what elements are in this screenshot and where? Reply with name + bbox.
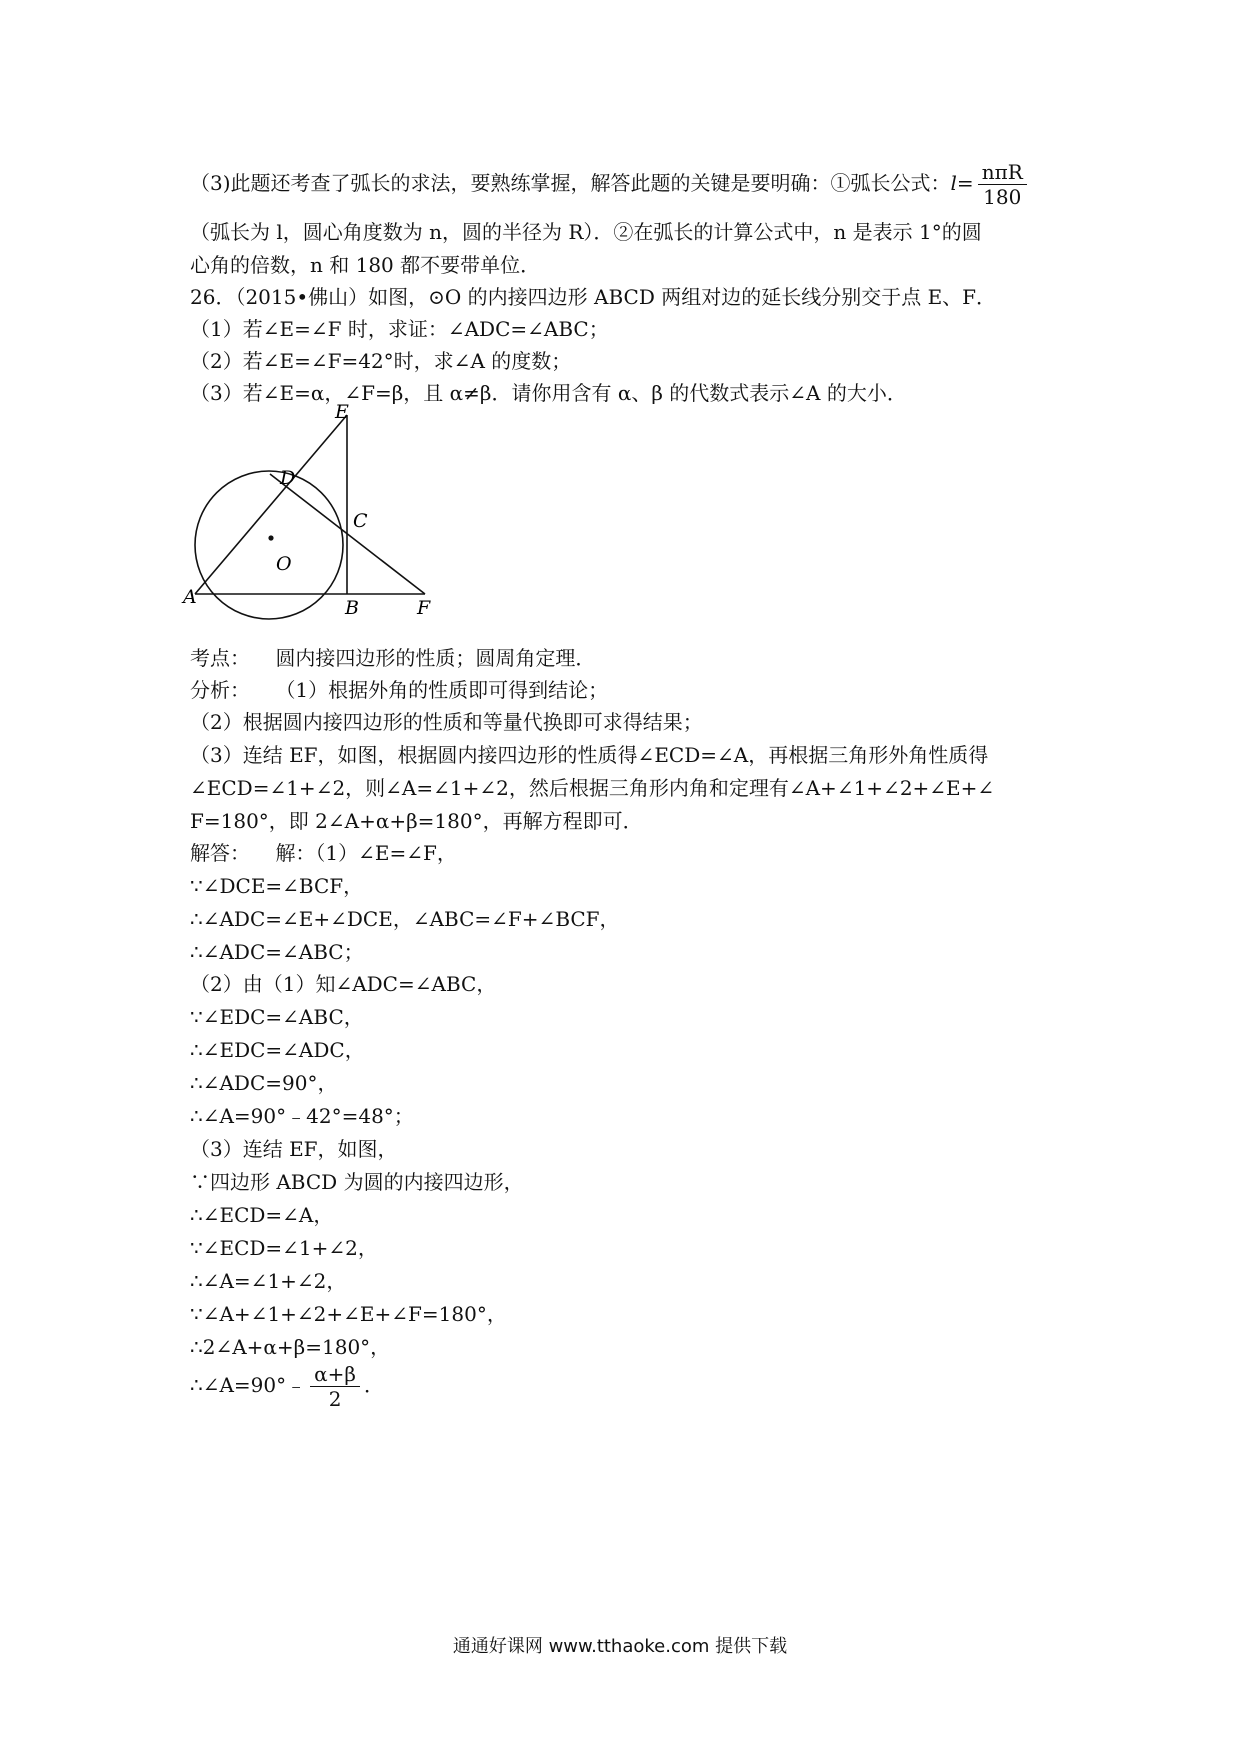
solution-label: 解答： [190, 841, 250, 865]
label-o: O [276, 553, 292, 575]
fenxi-line-3c: F=180°，即 2∠A+α+β=180°，再解方程即可． [190, 809, 643, 833]
fenxi-line-3b: ∠ECD=∠1+∠2，则∠A=∠1+∠2，然后根据三角形内角和定理有∠A+∠1+∠2+∠E+∠ [190, 776, 995, 800]
final-fraction-numerator: α+β [310, 1362, 360, 1387]
solution-final-line [190, 1362, 384, 1411]
solution-line-4: （2）由（1）知∠ADC=∠ABC， [190, 972, 497, 996]
solution-line-9: （3）连结 EF，如图， [190, 1137, 398, 1161]
solution-text-0: 解：（1）∠E=∠F， [275, 841, 457, 865]
final-fraction [310, 1362, 360, 1411]
question-1: （1）若∠E=∠F 时，求证：∠ADC=∠ABC； [190, 317, 609, 341]
arc-fraction-numerator: nπR [978, 160, 1027, 185]
footer-credit: 通通好课网 www.tthaoke.com 提供下载 [452, 1636, 788, 1657]
solution-line-11: ∴∠ECD=∠A， [190, 1203, 334, 1227]
solution-line-6: ∴∠EDC=∠ADC， [190, 1038, 365, 1062]
solution-line-2: ∴∠ADC=∠E+∠DCE，∠ABC=∠F+∠BCF， [190, 907, 620, 931]
intro-line-1 [190, 160, 1031, 209]
solution-line-8: ∴∠A=90°﹣42°=48°； [190, 1104, 414, 1128]
label-d: D [280, 467, 296, 489]
fenxi-line-2: （2）根据圆内接四边形的性质和等量代换即可求得结果； [190, 710, 703, 734]
intro-text-1: （3)此题还考查了弧长的求法，要熟练掌握，解答此题的关键是要明确：①弧长公式： [190, 171, 951, 195]
fenxi-label: 分析： [190, 678, 250, 702]
kaodian-line [190, 643, 595, 673]
label-b: B [345, 597, 359, 619]
arc-length-fraction [978, 160, 1027, 209]
line-ae [195, 415, 347, 594]
solution-line-0 [190, 838, 457, 868]
solution-line-7: ∴∠ADC=90°， [190, 1071, 338, 1095]
solution-line-12: ∵∠ECD=∠1+∠2， [190, 1236, 378, 1260]
center-point [268, 535, 273, 540]
arc-formula-lhs: l= [950, 171, 974, 195]
final-lhs: ∴∠A=90°﹣ [190, 1373, 307, 1397]
intro-line-3: 心角的倍数，n 和 180 都不要带单位． [190, 253, 541, 277]
question-2: （2）若∠E=∠F=42°时，求∠A 的度数； [190, 349, 572, 373]
problem-heading: 26．（2015•佛山）如图，⊙O 的内接四边形 ABCD 两组对边的延长线分别交于点 E、F． [190, 285, 997, 309]
label-f: F [417, 597, 431, 619]
label-a: A [183, 586, 197, 608]
fenxi-text-1: （1）根据外角的性质即可得到结论； [275, 678, 609, 702]
solution-line-1: ∵∠DCE=∠BCF， [190, 874, 364, 898]
question-3: （3）若∠E=α，∠F=β，且 α≠β．请你用含有 α、β 的代数式表示∠A 的大小． [190, 381, 907, 405]
kaodian-label: 考点： [190, 646, 250, 670]
final-end: ． [363, 1373, 384, 1397]
solution-line-13: ∴∠A=∠1+∠2， [190, 1269, 347, 1293]
fenxi-line-3a: （3）连结 EF，如图，根据圆内接四边形的性质得∠ECD=∠A，再根据三角形外角性质得 [190, 743, 989, 767]
kaodian-text: 圆内接四边形的性质；圆周角定理． [275, 646, 596, 670]
circle-o [195, 471, 343, 619]
final-fraction-denominator: 2 [328, 1387, 342, 1411]
solution-line-5: ∵∠EDC=∠ABC， [190, 1005, 364, 1029]
solution-line-14: ∵∠A+∠1+∠2+∠E+∠F=180°， [190, 1302, 507, 1326]
intro-line-2: （弧长为 l，圆心角度数为 n，圆的半径为 R）．②在弧长的计算公式中，n 是表示 1°的圆 [190, 220, 982, 244]
arc-fraction-denominator: 180 [983, 185, 1022, 209]
fenxi-line-1 [190, 675, 608, 705]
label-e: E [335, 401, 349, 423]
label-c: C [353, 510, 368, 532]
solution-line-3: ∴∠ADC=∠ABC； [190, 940, 364, 964]
geometry-figure [183, 401, 445, 620]
solution-line-15: ∴2∠A+α+β=180°， [190, 1335, 391, 1359]
solution-line-10: ∵四边形 ABCD 为圆的内接四边形， [190, 1170, 524, 1194]
